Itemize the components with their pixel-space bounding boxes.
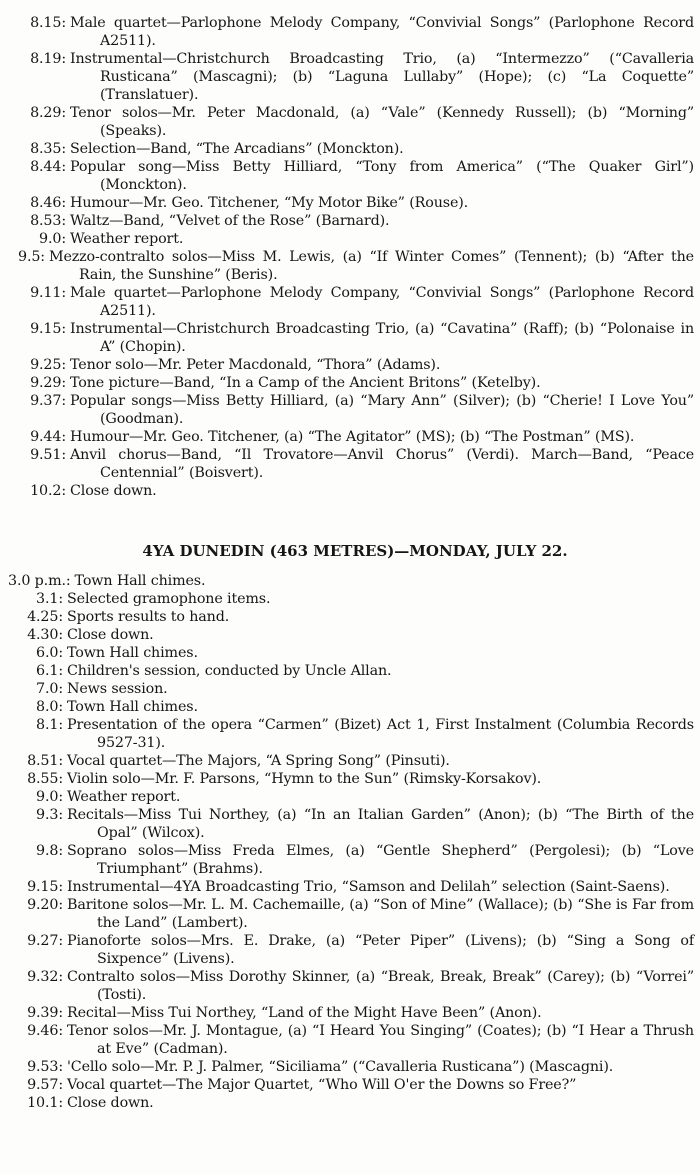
- programme-entry: [8, 770, 694, 788]
- entry-time: 3.0 p.m.:: [8, 573, 71, 589]
- entry-time: 9.3:: [36, 807, 63, 823]
- entry-description: Town Hall chimes.: [74, 573, 206, 589]
- programme-entry: [18, 374, 694, 392]
- entry-time: 9.29:: [30, 375, 66, 391]
- entry-description: Vocal quartet—The Majors, “A Spring Song” (Pinsuti).: [67, 753, 450, 769]
- entry-time: 4.25:: [27, 609, 63, 625]
- programme-entry: [8, 878, 694, 896]
- programme-entry: [8, 752, 694, 770]
- programme-entry: [8, 806, 694, 842]
- entry-time: 9.27:: [27, 933, 63, 949]
- entry-description: Tenor solos—Mr. J. Montague, (a) “I Heard You Singing” (Coates); (b) “I Hear a Thrush at Eve” (Cadman).: [67, 1023, 694, 1057]
- entry-description: 'Cello solo—Mr. P. J. Palmer, “Siciliama” (“Cavalleria Rusticana”) (Mascagni).: [67, 1059, 614, 1075]
- entry-time: 8.55:: [27, 771, 63, 787]
- entry-time: 6.0:: [36, 645, 63, 661]
- entry-time: 7.0:: [36, 681, 63, 697]
- programme-entry: [8, 932, 694, 968]
- programme-entry: [8, 968, 694, 1004]
- christchurch-programme-list: [18, 14, 694, 500]
- programme-entry: [8, 698, 694, 716]
- entry-time: 3.1:: [36, 591, 63, 607]
- programme-entry: [18, 392, 694, 428]
- programme-entry: [18, 194, 694, 212]
- entry-time: 8.29:: [30, 105, 66, 121]
- entry-time: 9.53:: [27, 1059, 63, 1075]
- entry-time: 9.20:: [27, 897, 63, 913]
- entry-time: 9.37:: [30, 393, 66, 409]
- entry-description: Close down.: [67, 1095, 154, 1111]
- entry-time: 8.44:: [30, 159, 66, 175]
- programme-entry: [18, 50, 694, 104]
- entry-time: 8.35:: [30, 141, 66, 157]
- entry-description: Humour—Mr. Geo. Titchener, (a) “The Agitator” (MS); (b) “The Postman” (MS).: [70, 429, 635, 445]
- entry-description: Tone picture—Band, “In a Camp of the Ancient Britons” (Ketelby).: [70, 375, 541, 391]
- dunedin-programme-list: [8, 572, 694, 1112]
- programme-entry: [8, 1076, 694, 1094]
- entry-description: Contralto solos—Miss Dorothy Skinner, (a) “Break, Break, Break” (Carey); (b) “Vorrei” (Tosti).: [67, 969, 694, 1003]
- programme-entry: [18, 230, 694, 248]
- entry-description: News session.: [67, 681, 168, 697]
- entry-time: 8.1:: [36, 717, 63, 733]
- programme-entry: [8, 572, 694, 590]
- entry-description: Town Hall chimes.: [67, 699, 198, 715]
- entry-description: Selection—Band, “The Arcadians” (Monckton).: [70, 141, 404, 157]
- entry-time: 8.53:: [30, 213, 66, 229]
- entry-time: 8.0:: [36, 699, 63, 715]
- entry-time: 8.15:: [30, 15, 66, 31]
- programme-entry: [8, 896, 694, 932]
- entry-description: Humour—Mr. Geo. Titchener, “My Motor Bike” (Rouse).: [70, 195, 469, 211]
- entry-description: Instrumental—Christchurch Broadcasting Trio, (a) “Cavatina” (Raff); (b) “Polonaise in A” (Chopin).: [70, 321, 694, 355]
- programme-entry: [8, 590, 694, 608]
- entry-description: Popular song—Miss Betty Hilliard, “Tony from America” (“The Quaker Girl”) (Monckton).: [70, 159, 694, 193]
- programme-entry: [8, 1094, 694, 1112]
- entry-time: 9.51:: [30, 447, 66, 463]
- entry-description: Town Hall chimes.: [67, 645, 198, 661]
- entry-description: Weather report.: [67, 789, 181, 805]
- entry-time: 8.46:: [30, 195, 66, 211]
- entry-description: Popular songs—Miss Betty Hilliard, (a) “Mary Ann” (Silver); (b) “Cherie! I Love You” (Goodman).: [70, 393, 694, 427]
- entry-time: 8.51:: [27, 753, 63, 769]
- entry-time: 9.11:: [30, 285, 66, 301]
- entry-time: 9.8:: [36, 843, 63, 859]
- programme-entry: [18, 140, 694, 158]
- programme-entry: [8, 626, 694, 644]
- entry-description: Recital—Miss Tui Northey, “Land of the Might Have Been” (Anon).: [67, 1005, 542, 1021]
- programme-entry: [8, 716, 694, 752]
- entry-description: Close down.: [70, 483, 157, 499]
- entry-description: Male quartet—Parlophone Melody Company, “Convivial Songs” (Parlophone Record A2511).: [70, 15, 694, 49]
- entry-description: Tenor solo—Mr. Peter Macdonald, “Thora” (Adams).: [70, 357, 441, 373]
- programme-entry: [8, 608, 694, 626]
- entry-description: Soprano solos—Miss Freda Elmes, (a) “Gentle Shepherd” (Pergolesi); (b) “Love Triumphant” (Brahms).: [67, 843, 694, 877]
- entry-time: 9.15:: [27, 879, 63, 895]
- station-heading: 4YA DUNEDIN (463 METRES)—MONDAY, JULY 22.: [142, 542, 568, 560]
- entry-description: Recitals—Miss Tui Northey, (a) “In an Italian Garden” (Anon); (b) “The Birth of the Opal” (Wilcox).: [67, 807, 694, 841]
- entry-time: 9.39:: [27, 1005, 63, 1021]
- entry-time: 8.19:: [30, 51, 66, 67]
- entry-description: Instrumental—4YA Broadcasting Trio, “Samson and Delilah” selection (Saint-Saens).: [67, 879, 670, 895]
- entry-description: Tenor solos—Mr. Peter Macdonald, (a) “Vale” (Kennedy Russell); (b) “Morning” (Speaks).: [70, 105, 694, 139]
- programme-entry: [18, 320, 694, 356]
- programme-entry: [8, 1058, 694, 1076]
- programme-entry: [8, 788, 694, 806]
- entry-time: 9.57:: [27, 1077, 63, 1093]
- entry-description: Presentation of the opera “Carmen” (Bizet) Act 1, First Instalment (Columbia Records 9527-31).: [67, 717, 694, 751]
- entry-description: Male quartet—Parlophone Melody Company, “Convivial Songs” (Parlophone Record A2511).: [70, 285, 694, 319]
- programme-entry: [18, 284, 694, 320]
- programme-entry: [18, 446, 694, 482]
- entry-description: Anvil chorus—Band, “Il Trovatore—Anvil Chorus” (Verdi). March—Band, “Peace Centennial” (Boisvert).: [70, 447, 694, 481]
- entry-time: 9.15:: [30, 321, 66, 337]
- entry-description: Pianoforte solos—Mrs. E. Drake, (a) “Peter Piper” (Livens); (b) “Sing a Song of Sixpence” (Livens).: [67, 933, 694, 967]
- entry-description: Vocal quartet—The Major Quartet, “Who Will O'er the Downs so Free?”: [67, 1077, 577, 1093]
- entry-time: 9.5:: [18, 249, 45, 265]
- entry-description: Selected gramophone items.: [67, 591, 271, 607]
- entry-time: 4.30:: [27, 627, 63, 643]
- entry-time: 9.0:: [36, 789, 63, 805]
- programme-entry: [8, 842, 694, 878]
- entry-time: 6.1:: [36, 663, 63, 679]
- entry-description: Weather report.: [70, 231, 184, 247]
- entry-description: Close down.: [67, 627, 154, 643]
- entry-description: Children's session, conducted by Uncle Allan.: [67, 663, 392, 679]
- entry-time: 9.44:: [30, 429, 66, 445]
- entry-description: Violin solo—Mr. F. Parsons, “Hymn to the Sun” (Rimsky-Korsakov).: [67, 771, 542, 787]
- entry-description: Waltz—Band, “Velvet of the Rose” (Barnard).: [70, 213, 390, 229]
- programme-entry: [18, 212, 694, 230]
- programme-entry: [18, 158, 694, 194]
- programme-entry: [8, 1022, 694, 1058]
- programme-entry: [18, 356, 694, 374]
- entry-time: 9.46:: [27, 1023, 63, 1039]
- programme-entry: [18, 14, 694, 50]
- entry-time: 10.2:: [30, 483, 66, 499]
- entry-description: Instrumental—Christchurch Broadcasting Trio, (a) “Intermezzo” (“Cavalleria Rusticana” (Mascagni); (b) “Laguna Lullaby” (Hope); (c) “La Coquette” (Translatuer).: [70, 51, 694, 103]
- programme-entry: [18, 482, 694, 500]
- entry-time: 9.32:: [27, 969, 63, 985]
- entry-time: 9.0:: [39, 231, 66, 247]
- programme-entry: [8, 1004, 694, 1022]
- entry-time: 9.25:: [30, 357, 66, 373]
- entry-description: Sports results to hand.: [67, 609, 230, 625]
- programme-entry: [8, 680, 694, 698]
- programme-entry: [18, 248, 694, 284]
- entry-description: Baritone solos—Mr. L. M. Cachemaille, (a) “Son of Mine” (Wallace); (b) “She is Far from the Land” (Lambert).: [67, 897, 694, 931]
- programme-entry: [18, 428, 694, 446]
- entry-time: 10.1:: [27, 1095, 63, 1111]
- programme-entry: [18, 104, 694, 140]
- programme-entry: [8, 644, 694, 662]
- entry-description: Mezzo-contralto solos—Miss M. Lewis, (a) “If Winter Comes” (Tennent); (b) “After the Rain, the Sunshine” (Beris).: [48, 249, 694, 283]
- programme-entry: [8, 662, 694, 680]
